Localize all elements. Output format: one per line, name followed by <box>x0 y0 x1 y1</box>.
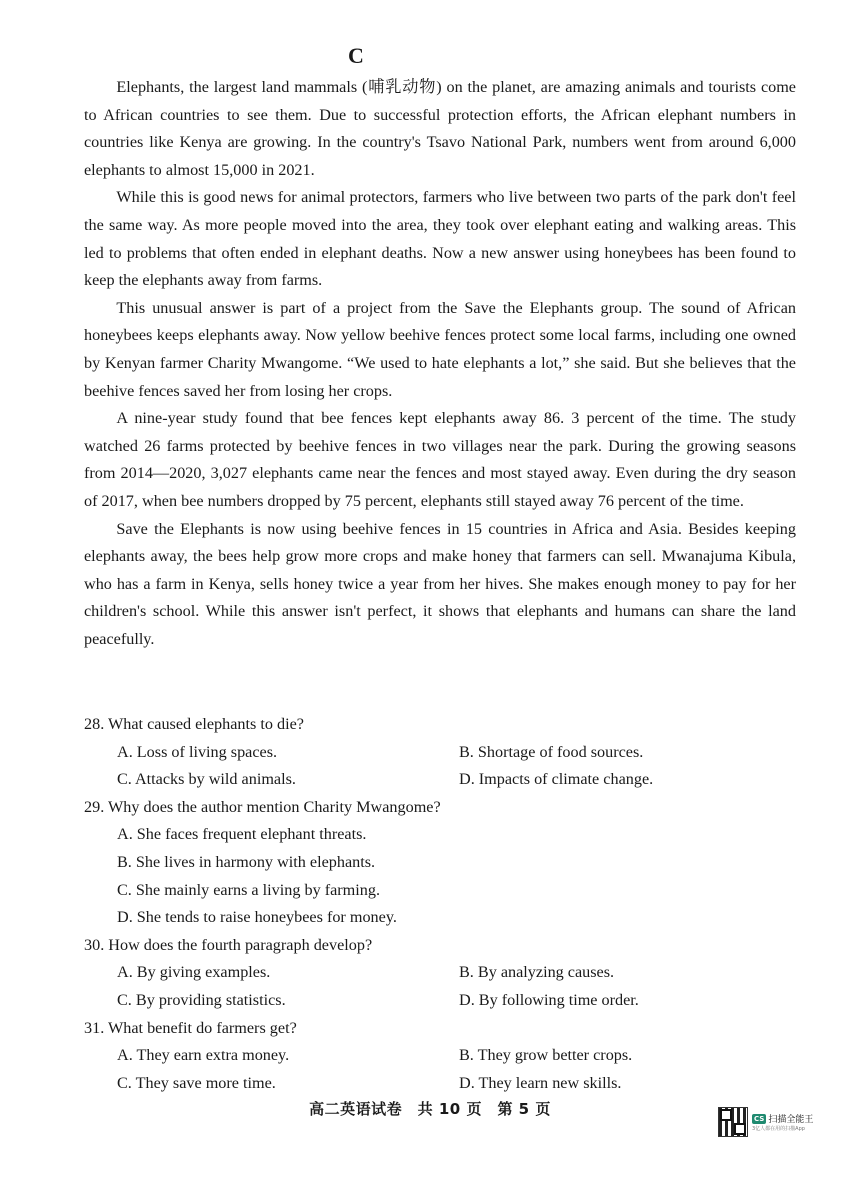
section-title: C <box>348 43 364 68</box>
option-a: A. She faces frequent elephant threats. <box>117 825 367 844</box>
question-31 <box>84 1015 796 1098</box>
option-c: C. By providing statistics. <box>117 990 286 1009</box>
option-a: A. By giving examples. <box>117 963 271 982</box>
question-stem: 28. What caused elephants to die? <box>84 715 304 733</box>
question-stem: 31. What benefit do farmers get? <box>84 1018 297 1037</box>
cs-logo-badge: CS <box>754 1114 765 1123</box>
passage-paragraph-1: Elephants, the largest land mammals (哺乳动物) on the planet, are amazing animals and tourists come to African countries to see them. Due to successful protection efforts, the African elephant numbers in countries like Kenya are growing. In the country's Tsavo National Park, numbers went from around 6,000 elephants to almost 15,000 in 2021. <box>84 78 796 179</box>
question-29 <box>84 794 796 932</box>
reading-passage <box>84 74 796 653</box>
question-stem: 30. How does the fourth paragraph develop? <box>84 935 373 954</box>
question-30 <box>84 932 796 1015</box>
option-b: B. They grow better crops. <box>459 1046 633 1065</box>
option-a: A. They earn extra money. <box>117 1046 290 1065</box>
passage-paragraph-3: This unusual answer is part of a project from the Save the Elephants group. The sound of African honeybees keeps elephants away. Now yellow beehive fences protect some local farms, including one owned by Kenyan farmer Charity Mwangome. “We used to hate elephants a lot,” she said. But she believes that the beehive fences saved her from losing her crops. <box>84 298 796 400</box>
option-c: C. Attacks by wild animals. <box>117 770 296 789</box>
question-list <box>84 711 796 1097</box>
option-d: D. Impacts of climate change. <box>459 770 654 789</box>
option-a: A. Loss of living spaces. <box>117 742 278 761</box>
qr-code-icon <box>718 1107 748 1137</box>
option-d: D. By following time order. <box>459 990 639 1009</box>
question-stem: 29. Why does the author mention Charity Mwangome? <box>84 797 441 816</box>
question-28 <box>84 711 796 794</box>
scanner-tagline: 3亿人都在用的扫描App <box>752 1126 805 1132</box>
page-footer: 高二英语试卷 共 10 页 第 5 页 <box>309 1100 551 1118</box>
scanner-app-name: 扫描全能王 <box>768 1115 814 1125</box>
option-d: D. She tends to raise honeybees for money. <box>117 908 397 927</box>
passage-paragraph-4: A nine-year study found that bee fences kept elephants away 86. 3 percent of the time. The study watched 26 farms protected by beehive fences in two villages near the park. During the growing seasons from 2014—2020, 3,027 elephants came near the fences and most stayed away. Even during the dry season of 2017, when bee numbers dropped by 75 percent, elephants still stayed away 76 percent of the time. <box>84 409 796 510</box>
option-b: B. Shortage of food sources. <box>459 742 644 761</box>
passage-paragraph-2: While this is good news for animal protectors, farmers who live between two parts of the park don't feel the same way. As more people moved into the area, they took over elephant eating and walking areas. This led to problems that often ended in elephant deaths. Now a new answer using honeybees has been found to keep the elephants away from farms. <box>84 188 796 290</box>
option-c: C. They save more time. <box>117 1073 276 1092</box>
scanner-watermark <box>718 1104 816 1140</box>
option-c: C. She mainly earns a living by farming. <box>117 880 380 899</box>
option-d: D. They learn new skills. <box>459 1073 622 1092</box>
option-b: B. By analyzing causes. <box>459 963 615 982</box>
passage-paragraph-5: Save the Elephants is now using beehive fences in 15 countries in Africa and Asia. Besides keeping elephants away, the bees help grow more crops and make honey that farmers can sell. Mwanajuma Kibula, who has a farm in Kenya, sells honey twice a year from her hives. She makes enough money to pay for her children's school. While this answer isn't perfect, it shows that elephants and humans can share the land peacefully. <box>84 519 796 648</box>
option-b: B. She lives in harmony with elephants. <box>117 852 376 871</box>
